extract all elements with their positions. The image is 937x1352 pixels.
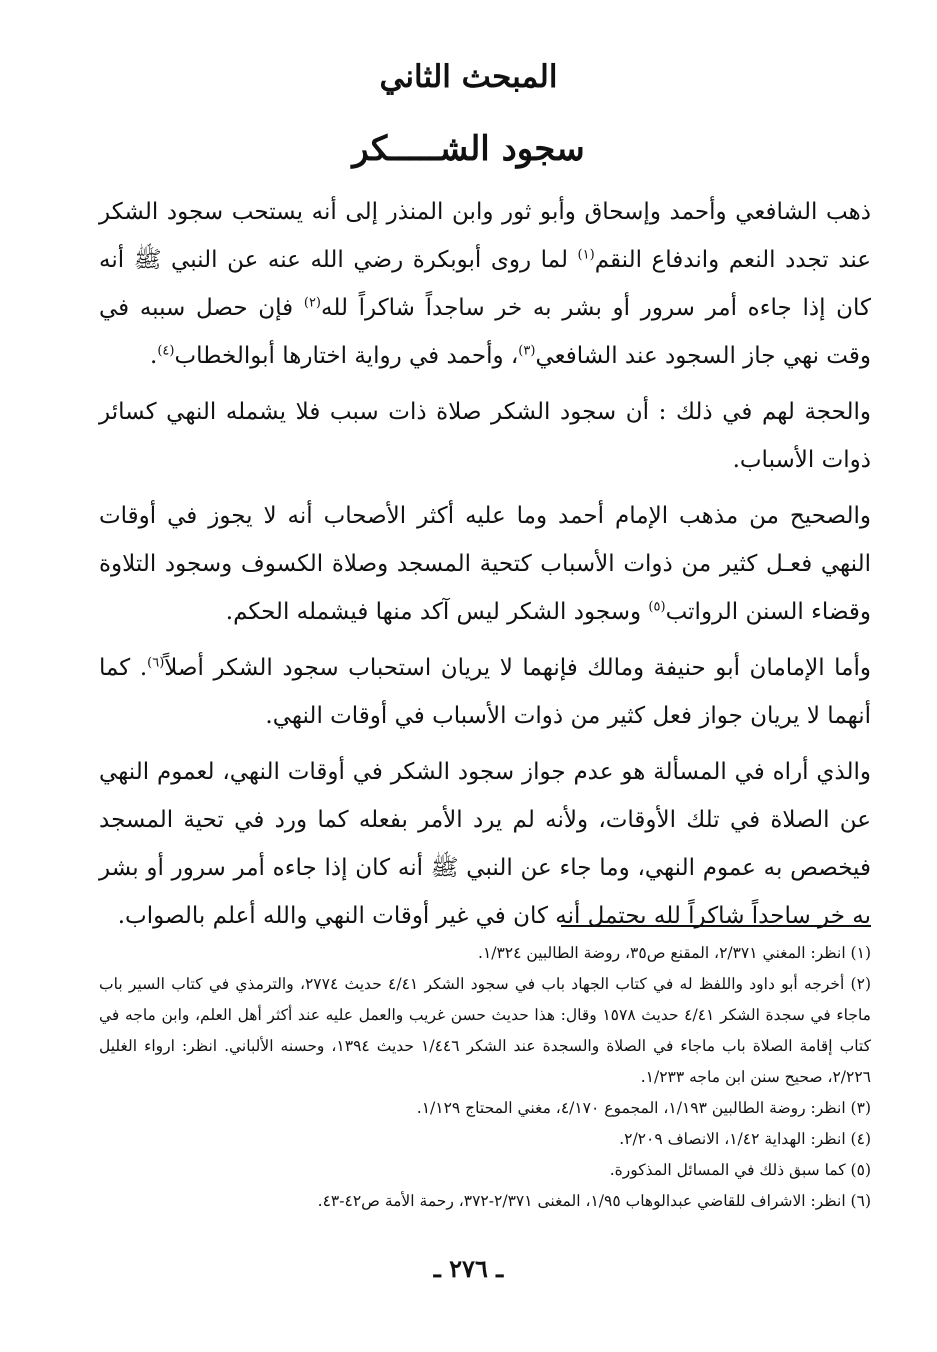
footnote-ref[interactable]: (٦) — [147, 655, 165, 671]
footnote-ref[interactable]: (٢) — [303, 295, 321, 311]
text-run: وأما الإمامان أبو حنيفة ومالك فإنهما لا يريان استحباب سجود الشكر أصلاً — [164, 655, 871, 681]
text-run: فإن حصل سببه في وقت نهي جاز السجود عند الشافعي — [99, 295, 871, 369]
footnote-1: (١) انظر: المغني ٢/٣٧١، المقنع ص٣٥، روضة الطالبين ١/٣٢٤. — [478, 944, 871, 962]
footnote-ref[interactable]: (١) — [577, 247, 595, 263]
text-run: . — [150, 343, 158, 369]
footnote-3: (٣) انظر: روضة الطالبين ١/١٩٣، المجموع ٤/١٧٠، مغني المحتاج ١/١٢٩. — [416, 1099, 871, 1117]
footnote-2: (٢) أخرجه أبو داود واللفظ له في كتاب الجهاد باب في سجود الشكر ٤/٤١ حديث ٢٧٧٤، والترمذي في كتاب السير باب ماجاء في سجدة الشكر ٤/٤١ حديث ١٥٧٨ وقال: هذا حديث حسن غريب والعمل عليه عند أكثر أهل العلم، وابن ماجه في كتاب إقامة الصلاة باب ماجاء في الصلاة والسجدة عند الشكر ١/٤٤٦ حديث ١٣٩٤، وحسنه الألباني. انظر: ارواء الغليل ٢/٢٢٦، صحيح سنن ابن ماجه ١/٢٣٣. — [99, 975, 871, 1086]
section-title: سجود الشـــــكر — [352, 129, 585, 169]
footnote-ref[interactable]: (٤) — [157, 343, 175, 359]
paragraph-1 — [99, 188, 871, 380]
footnote-ref[interactable]: (٣) — [518, 343, 536, 359]
footnote-4: (٤) انظر: الهداية ١/٤٢، الانصاف ٢/٢٠٩. — [619, 1130, 871, 1148]
footnote-divider — [561, 925, 871, 927]
text-run: ذهب الشافعي وأحمد وإسحاق وأبو ثور وابن المنذر إلى أنه يستحب سجود الشكر عند تجدد النعم واندفاع النقم — [99, 199, 872, 273]
paragraph-3 — [99, 492, 871, 636]
footnote-6: (٦) انظر: الاشراف للقاضي عبدالوهاب ١/٩٥، المغنى ٢/٣٧١-٣٧٢، رحمة الأمة ص٤٢-٤٣. — [317, 1192, 871, 1210]
paragraph-2: والحجة لهم في ذلك : أن سجود الشكر صلاة ذات سبب فلا يشمله النهي كسائر ذوات الأسباب. — [99, 399, 871, 473]
text-run: . كما أنهما لا يريان جواز فعل كثير من ذوات الأسباب في أوقات النهي. — [99, 655, 871, 729]
footnote-5: (٥) كما سبق ذلك في المسائل المذكورة. — [609, 1161, 871, 1179]
text-run: وسجود الشكر ليس آكد منها فيشمله الحكم. — [225, 599, 649, 625]
text-run: والصحيح من مذهب الإمام أحمد وما عليه أكثر الأصحاب أنه لا يجوز في أوقات النهي فعـل كثير من ذوات الأسباب كتحية المسجد وصلاة الكسوف وسجود التلاوة وقضاء السنن الرواتب — [99, 503, 871, 625]
paragraph-5: والذي أراه في المسألة هو عدم جواز سجود الشكر في أوقات النهي، لعموم النهي عن الصلاة في تلك الأوقات، ولأنه لم يرد الأمر بفعله كما ورد في تحية المسجد فيخصص به عموم النهي، وما جاء عن النبي ﷺ أنه كان إذا جاءه أمر سرور أو بشر به خر ساجداً شاكراً لله يحتمل أنه كان في غير أوقات النهي والله أعلم بالصواب. — [99, 759, 871, 929]
body-text — [99, 188, 871, 948]
footnotes — [99, 938, 871, 1217]
text-run: ، وأحمد في رواية اختارها أبوالخطاب — [174, 343, 519, 369]
text-run: لما روى أبوبكرة رضي الله عنه عن النبي ﷺ أنه كان إذا جاءه أمر سرور أو بشر به خر ساجداً شاكراً لله — [99, 247, 871, 321]
paragraph-4 — [99, 644, 871, 740]
page-number: ـ ٢٧٦ ـ — [433, 1254, 504, 1283]
section-label: المبحث الثاني — [379, 59, 558, 95]
footnote-ref[interactable]: (٥) — [648, 599, 666, 615]
